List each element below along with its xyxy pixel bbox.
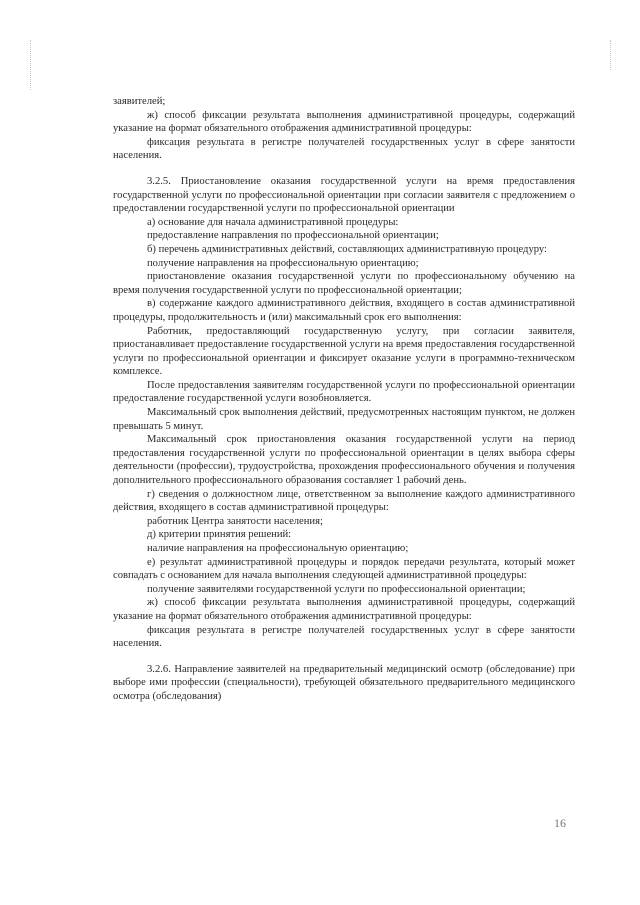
paragraph: Максимальный срок выполнения действий, предусмотренных настоящим пунктом, не должен превышать 5 минут. bbox=[113, 407, 575, 432]
paragraph: заявителей; bbox=[113, 96, 166, 107]
paragraph: Работник, предоставляющий государственную услугу, при согласии заявителя, приостанавливает предоставление государственной услуги на время предоставления государственной услуги по профессиональной ориентации и фиксирует оказание услуги в программно-техническом комплексе. bbox=[113, 325, 575, 378]
paragraph: а) основание для начала административной процедуры: bbox=[147, 216, 399, 228]
page-number: 16 bbox=[554, 816, 566, 830]
paragraph: д) критерии принятия решений: bbox=[147, 529, 292, 541]
section-heading-3-2-5: 3.2.5. Приостановление оказания государственной услуги на время предоставления государственной услуги по профессиональной ориентации при согласии заявителя с предложением о предоставлении государственной услуги по профессиональной ориентации bbox=[113, 175, 575, 215]
paragraph: в) содержание каждого административного действия, входящего в состав административной процедуры, продолжительность и (или) максимальный срок его выполнения: bbox=[113, 298, 575, 323]
paragraph: наличие направления на профессиональную ориентацию; bbox=[147, 543, 409, 554]
paragraph: ж) способ фиксации результата выполнения административной процедуры, содержащий указание на формат обязательного отображения административной процедуры: bbox=[113, 597, 575, 622]
paragraph: получение направления на профессиональную ориентацию; bbox=[147, 257, 419, 269]
paragraph: фиксация результата в регистре получателей государственных услуг в сфере занятости населения. bbox=[113, 136, 575, 162]
paragraph: получение заявителями государственной услуги по профессиональной ориентации; bbox=[147, 583, 526, 595]
paragraph: г) сведения о должностном лице, ответственном за выполнение каждого административного действия, входящего в состав административной процедуры: bbox=[113, 488, 575, 514]
paragraph: предоставление направления по профессиональной ориентации; bbox=[147, 230, 439, 242]
document-body bbox=[113, 95, 575, 704]
paragraph: ж) способ фиксации результата выполнения административной процедуры, содержащий указание на формат обязательного отображения административной процедуры: bbox=[113, 109, 575, 135]
paragraph: работник Центра занятости населения; bbox=[147, 515, 323, 527]
scan-edge-mark-right bbox=[610, 40, 612, 70]
paragraph: фиксация результата в регистре получателей государственных услуг в сфере занятости населения. bbox=[113, 624, 575, 650]
paragraph: Максимальный срок приостановления оказания государственной услуги на период предоставления государственной услуги по профессиональной ориентации в целях выбора сферы деятельности (профессии), трудоустройства, прохождения профессионального обучения и получения дополнительного профессионального образования составляет 1 рабочий день. bbox=[113, 434, 575, 487]
section-heading-3-2-6: 3.2.6. Направление заявителей на предварительный медицинский осмотр (обследование) при выборе ими профессии (специальности), требующей обязательного предварительного медицинского осмотра (обследования) bbox=[113, 663, 575, 702]
paragraph: е) результат административной процедуры и порядок передачи результата, который может совпадать с основанием для начала выполнения следующей административной процедуры: bbox=[113, 556, 575, 582]
paragraph: приостановление оказания государственной услуги по профессиональному обучению на время получения государственной услуги по профессиональной ориентации; bbox=[113, 271, 575, 296]
scan-edge-mark-left bbox=[30, 40, 32, 90]
paragraph: б) перечень административных действий, составляющих административную процедуру: bbox=[147, 243, 547, 255]
paragraph: После предоставления заявителям государственной услуги по профессиональной ориентации предоставление государственной услуги возобновляется. bbox=[113, 379, 575, 405]
